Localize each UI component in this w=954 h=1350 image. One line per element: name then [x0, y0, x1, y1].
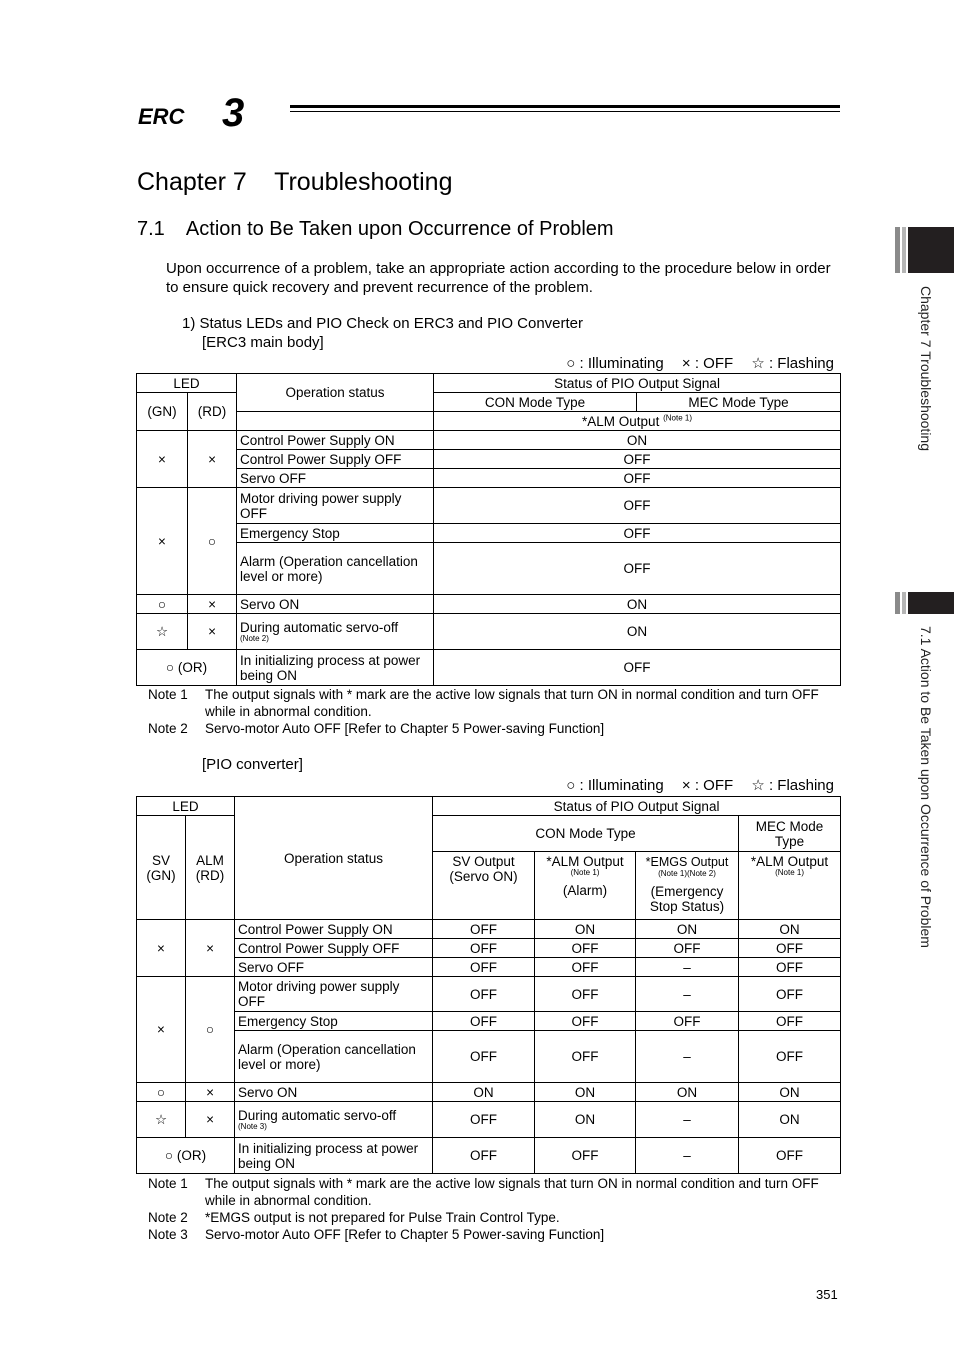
emgs-output: – [636, 1102, 739, 1138]
mec-alm-output: OFF [739, 1012, 841, 1031]
col-header-operation: Operation status [235, 797, 433, 920]
col-header-con: CON Mode Type [433, 816, 739, 852]
mec-alm-output: OFF [739, 939, 841, 958]
operation-status: Servo ON [237, 595, 434, 614]
legend [552, 354, 834, 372]
led-alm: × [186, 1102, 235, 1138]
alm-output: OFF [535, 939, 636, 958]
erc3-status-table [136, 373, 841, 686]
emgs-output: ON [636, 1083, 739, 1102]
page-number: 351 [816, 1287, 838, 1302]
col-header-status: Status of PIO Output Signal [434, 374, 841, 393]
emgs-output: – [636, 1031, 739, 1083]
emgs-output: – [636, 958, 739, 977]
chapter-title: Chapter 7 Troubleshooting [137, 168, 453, 196]
alm-output: OFF [535, 1031, 636, 1083]
operation-status: In initializing process at power being ON [237, 650, 434, 686]
led-sv: ☆ [137, 1102, 186, 1138]
alm-output: OFF [535, 977, 636, 1012]
led-sv: ○ [137, 1083, 186, 1102]
operation-status: Alarm (Operation cancellation level or more) [237, 543, 434, 595]
alm-output: OFF [535, 1012, 636, 1031]
col-header-sv-output: SV Output (Servo ON) [433, 852, 535, 920]
alm-output: OFF [434, 450, 841, 469]
alm-output: ON [434, 595, 841, 614]
led-sv: × [137, 977, 186, 1083]
alm-output: OFF [434, 543, 841, 595]
sv-output: OFF [433, 1012, 535, 1031]
alm-output: ON [535, 1102, 636, 1138]
led-alm: ○ [186, 977, 235, 1083]
side-tab-stripe [895, 227, 900, 273]
col-header-alm-output: *ALM Output (Note 1) (Alarm) [535, 852, 636, 920]
sv-output: ON [433, 1083, 535, 1102]
sv-output: OFF [433, 1138, 535, 1174]
mec-alm-output: ON [739, 1102, 841, 1138]
led-gn: ☆ [137, 614, 188, 650]
side-tab-section-label: 7.1 Action to Be Taken upon Occurrence of Problem [918, 626, 934, 948]
col-header-gn: (GN) [137, 393, 188, 431]
col-header-emgs-output: *EMGS Output (Note 1)(Note 2) (Emergency Stop Status) [636, 852, 739, 920]
section-title: 7.1 Action to Be Taken upon Occurrence of Problem [137, 218, 614, 240]
operation-status: Emergency Stop [235, 1012, 433, 1031]
erc3-logo [136, 94, 281, 130]
mec-alm-output: OFF [739, 977, 841, 1012]
emgs-output: ON [636, 920, 739, 939]
col-header-alm: ALM (RD) [186, 816, 235, 920]
side-tab-section [908, 592, 954, 614]
led-alm: × [186, 1083, 235, 1102]
alm-output: ON [434, 614, 841, 650]
erc3-subheading: [ERC3 main body] [202, 334, 324, 351]
operation-status: Control Power Supply OFF [235, 939, 433, 958]
note: Note 1 The output signals with * mark are the active low signals that turn ON in normal condition and turn OFF while in abnormal condition. [148, 687, 819, 719]
emgs-output: OFF [636, 939, 739, 958]
led-both: ○ (OR) [137, 650, 237, 686]
sv-output: OFF [433, 958, 535, 977]
col-header-operation: Operation status [237, 374, 434, 412]
alm-output: ON [535, 1083, 636, 1102]
legend-off: × : OFF [681, 355, 734, 372]
note: Note 1 The output signals with * mark are the active low signals that turn ON in normal condition and turn OFF while in abnormal condition. [148, 1176, 819, 1208]
emgs-output: – [636, 977, 739, 1012]
legend-illuminating: ○ : Illuminating [566, 355, 664, 372]
step-heading: 1) Status LEDs and PIO Check on ERC3 and PIO Converter [182, 315, 584, 332]
svg-text:ERC: ERC [138, 104, 185, 129]
sv-output: OFF [433, 1102, 535, 1138]
operation-status: Alarm (Operation cancellation level or more) [235, 1031, 433, 1083]
led-rd: ○ [188, 488, 237, 595]
alm-output: OFF [434, 650, 841, 686]
col-header-status: Status of PIO Output Signal [433, 797, 841, 816]
alm-output: OFF [535, 1138, 636, 1174]
alm-output: OFF [434, 488, 841, 524]
led-rd: × [188, 595, 237, 614]
col-header-mec-alm-output: *ALM Output (Note 1) [739, 852, 841, 920]
sv-output: OFF [433, 939, 535, 958]
header-rule-thick [290, 105, 840, 108]
legend-illuminating: ○ : Illuminating [566, 777, 664, 794]
alm-output: OFF [535, 958, 636, 977]
alm-output: ON [434, 431, 841, 450]
operation-status: During automatic servo-off (Note 3) [235, 1102, 433, 1138]
note: Note 2 Servo-motor Auto OFF [Refer to Chapter 5 Power-saving Function] [148, 721, 605, 736]
side-tab-chapter-label: Chapter 7 Troubleshooting [918, 286, 934, 451]
col-header-mec: MEC Mode Type [637, 393, 841, 412]
sv-output: OFF [433, 977, 535, 1012]
led-gn: × [137, 431, 188, 488]
col-header-alm: *ALM Output $^{(Note 1)}$ [434, 412, 841, 431]
led-alm: × [186, 920, 235, 977]
side-tab-chapter [908, 227, 954, 273]
sv-output: OFF [433, 920, 535, 939]
operation-status: During automatic servo-off (Note 2) [237, 614, 434, 650]
legend [552, 776, 834, 794]
legend-off: × : OFF [681, 777, 734, 794]
erc3-notes [148, 686, 838, 737]
intro-paragraph: Upon occurrence of a problem, take an appropriate action according to the procedure below in order to ensure quick recovery and prevent recurrence of the problem. [166, 260, 831, 296]
operation-status: Control Power Supply OFF [237, 450, 434, 469]
led-gn: ○ [137, 595, 188, 614]
header-rule-thin [290, 111, 840, 112]
led-sv: × [137, 920, 186, 977]
led-both: ○ (OR) [137, 1138, 235, 1174]
alm-output: OFF [434, 524, 841, 543]
col-header-sv: SV (GN) [137, 816, 186, 920]
emgs-output: OFF [636, 1012, 739, 1031]
mec-alm-output: OFF [739, 1138, 841, 1174]
col-header-led: LED [137, 797, 235, 816]
col-header-mec: MEC Mode Type [739, 816, 841, 852]
alm-output: OFF [434, 469, 841, 488]
side-tab-stripe [902, 592, 906, 614]
legend-flashing: ☆ : Flashing [751, 355, 834, 372]
mec-alm-output: ON [739, 920, 841, 939]
pio-notes [148, 1175, 838, 1243]
sv-output: OFF [433, 1031, 535, 1083]
led-gn: × [137, 488, 188, 595]
emgs-output: – [636, 1138, 739, 1174]
pio-subheading: [PIO converter] [202, 756, 303, 773]
side-tab-stripe [902, 227, 906, 273]
operation-status: Motor driving power supply OFF [237, 488, 434, 524]
operation-status: Control Power Supply ON [237, 431, 434, 450]
legend-flashing: ☆ : Flashing [751, 777, 834, 794]
col-header-rd: (RD) [188, 393, 237, 431]
alm-output: ON [535, 920, 636, 939]
col-header-con: CON Mode Type [434, 393, 637, 412]
led-rd: × [188, 431, 237, 488]
operation-status: In initializing process at power being ON [235, 1138, 433, 1174]
note: Note 3 Servo-motor Auto OFF [Refer to Chapter 5 Power-saving Function] [148, 1227, 605, 1242]
operation-status: Emergency Stop [237, 524, 434, 543]
mec-alm-output: OFF [739, 1031, 841, 1083]
side-tab-stripe [895, 592, 900, 614]
mec-alm-output: ON [739, 1083, 841, 1102]
mec-alm-output: OFF [739, 958, 841, 977]
note: Note 2 *EMGS output is not prepared for Pulse Train Control Type. [148, 1210, 560, 1225]
operation-status: Servo OFF [235, 958, 433, 977]
operation-status: Servo OFF [237, 469, 434, 488]
operation-status: Control Power Supply ON [235, 920, 433, 939]
pio-status-table [136, 796, 841, 1174]
operation-status: Motor driving power supply OFF [235, 977, 433, 1012]
col-header-led: LED [137, 374, 237, 393]
svg-text:3: 3 [222, 94, 245, 130]
led-rd: × [188, 614, 237, 650]
operation-status: Servo ON [235, 1083, 433, 1102]
